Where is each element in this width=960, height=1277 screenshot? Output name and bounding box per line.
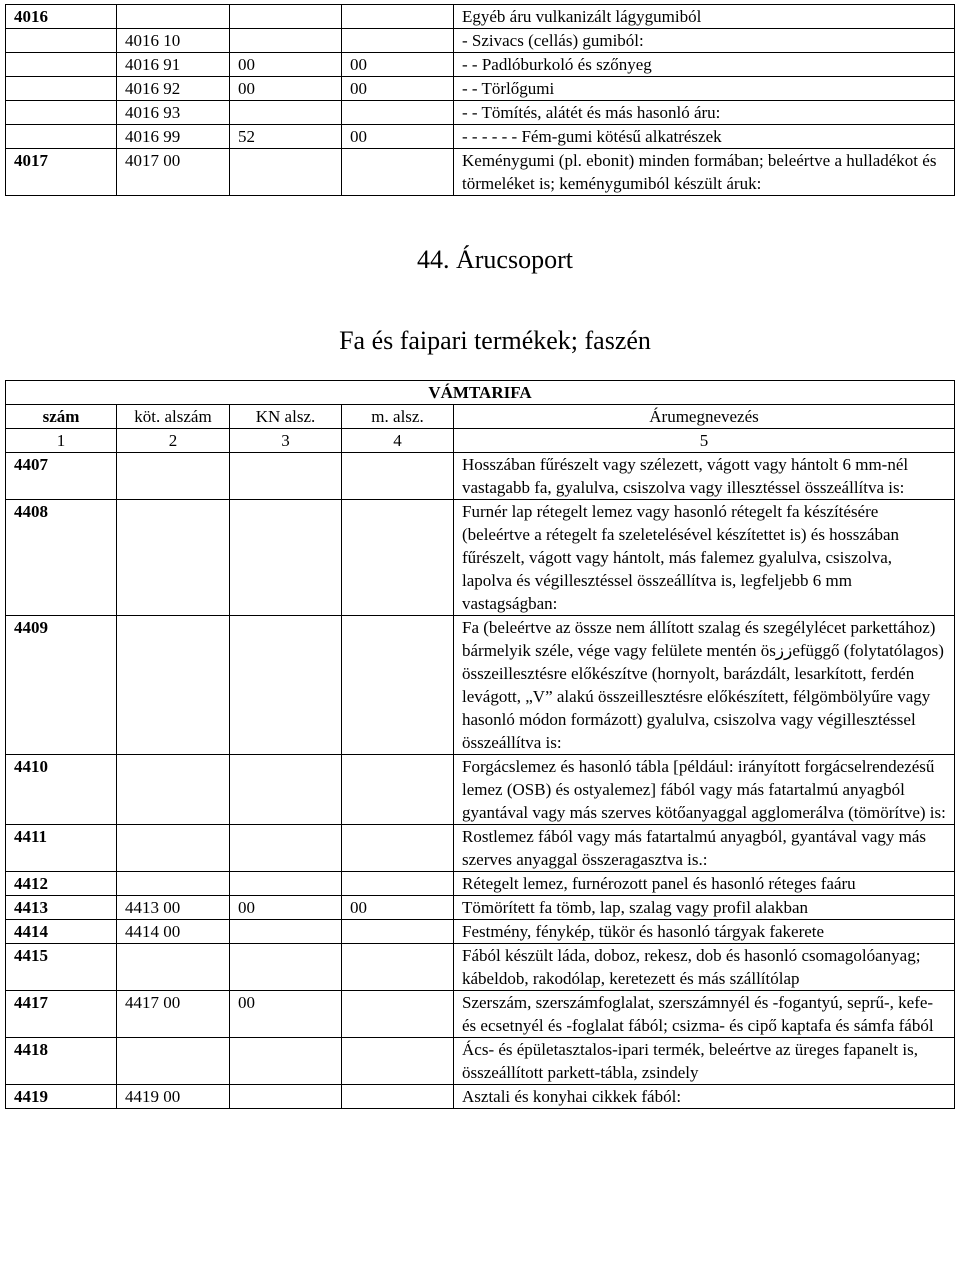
table-row: [6, 5, 955, 29]
description-cell: - - Törlőgumi: [454, 77, 955, 101]
m-sub-cell: [342, 453, 454, 500]
tariff-caption: VÁMTARIFA: [6, 381, 955, 405]
table-row: [6, 944, 955, 991]
code-cell: 4419: [6, 1085, 117, 1109]
table-row: [6, 616, 955, 755]
sub-code-cell: 4016 99: [117, 125, 230, 149]
m-sub-cell: [342, 1038, 454, 1085]
code-cell: 4017: [6, 149, 117, 196]
kn-sub-cell: 52: [230, 125, 342, 149]
kn-sub-cell: [230, 920, 342, 944]
code-cell: [6, 77, 117, 101]
kn-sub-cell: [230, 101, 342, 125]
kn-sub-cell: [230, 944, 342, 991]
sub-code-cell: 4016 93: [117, 101, 230, 125]
table-row: [6, 1085, 955, 1109]
kn-sub-cell: [230, 1038, 342, 1085]
code-cell: 4415: [6, 944, 117, 991]
m-sub-cell: 00: [342, 125, 454, 149]
sub-code-cell: [117, 872, 230, 896]
m-sub-cell: [342, 101, 454, 125]
table-row: [6, 825, 955, 872]
code-cell: 4414: [6, 920, 117, 944]
description-cell: - - - - - - Fém-gumi kötésű alkatrészek: [454, 125, 955, 149]
description-cell: Rétegelt lemez, furnérozott panel és hasonló réteges faáru: [454, 872, 955, 896]
table-row: [6, 101, 955, 125]
description-cell: - - Tömítés, alátét és más hasonló áru:: [454, 101, 955, 125]
description-cell: - Szivacs (cellás) gumiból:: [454, 29, 955, 53]
m-sub-cell: 00: [342, 77, 454, 101]
m-sub-cell: [342, 991, 454, 1038]
tariff-caption-row: [6, 381, 955, 405]
kn-sub-cell: [230, 755, 342, 825]
description-cell: Festmény, fénykép, tükör és hasonló tárgyak fakerete: [454, 920, 955, 944]
code-cell: 4410: [6, 755, 117, 825]
m-sub-cell: [342, 616, 454, 755]
m-sub-cell: [342, 500, 454, 616]
kn-sub-cell: 00: [230, 896, 342, 920]
kn-sub-cell: [230, 453, 342, 500]
table-row: [6, 77, 955, 101]
top-tariff-table: [5, 4, 955, 196]
header-szam: szám: [6, 405, 117, 429]
table-row: [6, 29, 955, 53]
header-kn-alsz: KN alsz.: [230, 405, 342, 429]
sub-code-cell: 4413 00: [117, 896, 230, 920]
m-sub-cell: 00: [342, 53, 454, 77]
table-row: [6, 149, 955, 196]
code-cell: 4411: [6, 825, 117, 872]
sub-code-cell: 4414 00: [117, 920, 230, 944]
kn-sub-cell: [230, 29, 342, 53]
code-cell: 4016: [6, 5, 117, 29]
code-cell: 4408: [6, 500, 117, 616]
group-number-heading: 44. Árucsoport: [417, 245, 573, 274]
m-sub-cell: 00: [342, 896, 454, 920]
col-number-2: 2: [117, 429, 230, 453]
col-number-4: 4: [342, 429, 454, 453]
kn-sub-cell: [230, 500, 342, 616]
m-sub-cell: [342, 872, 454, 896]
customs-tariff-table: [5, 380, 955, 1109]
sub-code-cell: 4419 00: [117, 1085, 230, 1109]
sub-code-cell: [117, 944, 230, 991]
kn-sub-cell: [230, 616, 342, 755]
sub-code-cell: [117, 755, 230, 825]
sub-code-cell: 4017 00: [117, 149, 230, 196]
kn-sub-cell: [230, 149, 342, 196]
description-cell: Hosszában fűrészelt vagy szélezett, vágott vagy hántolt 6 mm-nél vastagabb fa, gyalulva, csiszolva vagy illesztéssel összeállítva is:: [454, 453, 955, 500]
kn-sub-cell: [230, 825, 342, 872]
sub-code-cell: 4016 91: [117, 53, 230, 77]
m-sub-cell: [342, 5, 454, 29]
table-row: [6, 500, 955, 616]
description-cell: Tömörített fa tömb, lap, szalag vagy profil alakban: [454, 896, 955, 920]
table-row: [6, 872, 955, 896]
code-cell: 4409: [6, 616, 117, 755]
col-number-5: 5: [454, 429, 955, 453]
table-row: [6, 1038, 955, 1085]
m-sub-cell: [342, 825, 454, 872]
description-cell: Fa (beleértve az össze nem állított szalag és szegélylécet parkettához) bármelyik széle, vége vagy felülete mentén ösززefüggő (folytatólagos) összeillesztésre előkészítve (hornyolt, barázdált, lesarkított, ferdén levágott, „V” alakú összeillesztésre előkészített, félgömbölyűre vagy hasonló módon formázott) gyalulva, csiszolva vagy végillesztéssel összeállítva is:: [454, 616, 955, 755]
description-cell: Rostlemez fából vagy más fatartalmú anyagból, gyantával vagy más szerves anyaggal összeragasztva is.:: [454, 825, 955, 872]
table-row: [6, 53, 955, 77]
kn-sub-cell: [230, 1085, 342, 1109]
table-row: [6, 755, 955, 825]
code-cell: 4412: [6, 872, 117, 896]
header-kot-alszam: köt. alszám: [117, 405, 230, 429]
sub-code-cell: [117, 5, 230, 29]
table-row: [6, 453, 955, 500]
description-cell: Szerszám, szerszámfoglalat, szerszámnyél és -fogantyú, seprű-, kefe- és ecsetnyél és -foglalat fából; csizma- és cipő kaptafa és sámfa fából: [454, 991, 955, 1038]
code-cell: 4413: [6, 896, 117, 920]
description-cell: Forgácslemez és hasonló tábla [például: irányított forgácselrendezésű lemez (OSB) és ostyalemez] fából vagy más fatartalmú anyagból gyantával vagy más szerves kötőanyaggal agglomerálva (tömörítve) is:: [454, 755, 955, 825]
table-row: [6, 991, 955, 1038]
m-sub-cell: [342, 755, 454, 825]
m-sub-cell: [342, 944, 454, 991]
sub-code-cell: [117, 825, 230, 872]
description-cell: Ács- és épületasztalos-ipari termék, beleértve az üreges fapanelt is, összeállított parkett-tábla, zsindely: [454, 1038, 955, 1085]
m-sub-cell: [342, 920, 454, 944]
kn-sub-cell: 00: [230, 53, 342, 77]
description-cell: Keménygumi (pl. ebonit) minden formában; beleértve a hulladékot és törmeléket is; keménygumiból készült áruk:: [454, 149, 955, 196]
kn-sub-cell: [230, 872, 342, 896]
description-cell: Furnér lap rétegelt lemez vagy hasonló rétegelt fa készítésére (beleértve a rétegelt fa szeletelésével készítettet is) és hosszában fűrészelt, vágott vagy hántolt, más falemez gyalulva, csiszolva, lapolva és végillesztéssel összeállítva is, legfeljebb 6 mm vastagságban:: [454, 500, 955, 616]
group-title-heading: Fa és faipari termékek; faszén: [339, 326, 651, 355]
column-number-row: [6, 429, 955, 453]
header-row: [6, 405, 955, 429]
sub-code-cell: [117, 500, 230, 616]
header-m-alsz: m. alsz.: [342, 405, 454, 429]
table-row: [6, 896, 955, 920]
code-cell: [6, 29, 117, 53]
sub-code-cell: 4417 00: [117, 991, 230, 1038]
description-cell: Egyéb áru vulkanizált lágygumiból: [454, 5, 955, 29]
sub-code-cell: [117, 616, 230, 755]
kn-sub-cell: [230, 5, 342, 29]
code-cell: [6, 125, 117, 149]
sub-code-cell: 4016 10: [117, 29, 230, 53]
header-arumegnevezes: Árumegnevezés: [454, 405, 955, 429]
kn-sub-cell: 00: [230, 77, 342, 101]
col-number-3: 3: [230, 429, 342, 453]
table-row: [6, 125, 955, 149]
description-cell: Fából készült láda, doboz, rekesz, dob és hasonló csomagolóanyag; kábeldob, rakodólap, keretezett és más szállítólap: [454, 944, 955, 991]
code-cell: 4407: [6, 453, 117, 500]
code-cell: 4417: [6, 991, 117, 1038]
col-number-1: 1: [6, 429, 117, 453]
m-sub-cell: [342, 1085, 454, 1109]
kn-sub-cell: 00: [230, 991, 342, 1038]
table-row: [6, 920, 955, 944]
code-cell: [6, 101, 117, 125]
m-sub-cell: [342, 29, 454, 53]
sub-code-cell: [117, 1038, 230, 1085]
code-cell: [6, 53, 117, 77]
description-cell: - - Padlóburkoló és szőnyeg: [454, 53, 955, 77]
description-cell: Asztali és konyhai cikkek fából:: [454, 1085, 955, 1109]
code-cell: 4418: [6, 1038, 117, 1085]
sub-code-cell: [117, 453, 230, 500]
sub-code-cell: 4016 92: [117, 77, 230, 101]
m-sub-cell: [342, 149, 454, 196]
